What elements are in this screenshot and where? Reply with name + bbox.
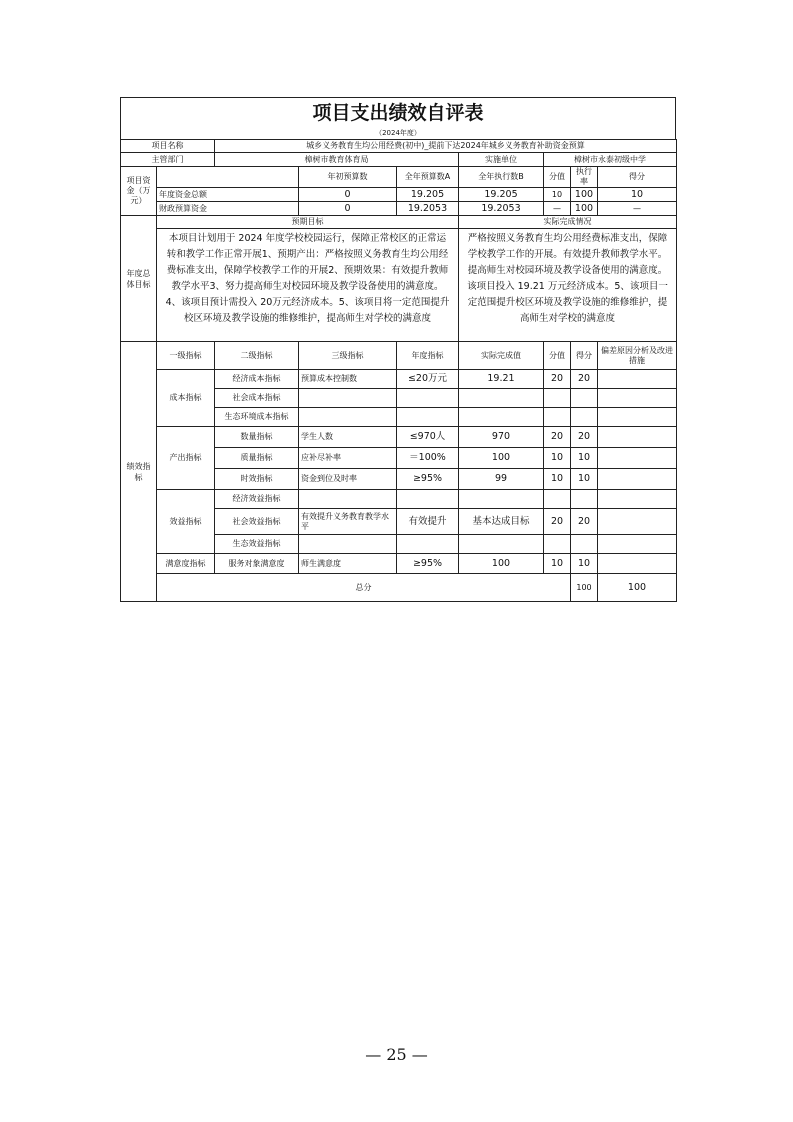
form-year: （2024年度） xyxy=(120,128,676,139)
level2-cell: 生态效益指标 xyxy=(215,535,299,554)
got-cell: 20 xyxy=(571,509,598,535)
actual-result-header: 实际完成情况 xyxy=(459,216,677,229)
score-cell: 20 xyxy=(544,509,571,535)
score-cell: 10 xyxy=(544,554,571,574)
actual-cell xyxy=(459,490,544,509)
form-title: 项目支出绩效自评表 xyxy=(120,97,676,128)
target-cell: 有效提升 xyxy=(397,509,459,535)
dept-value: 樟树市教育体育局 xyxy=(215,153,459,167)
funds-header-blank xyxy=(157,167,299,188)
actual-cell: 99 xyxy=(459,469,544,490)
got-cell xyxy=(571,535,598,554)
got-cell: 20 xyxy=(571,427,598,448)
level2-cell: 生态环境成本指标 xyxy=(215,408,299,427)
perf-header: 实际完成值 xyxy=(459,342,544,370)
target-cell: ≤20万元 xyxy=(397,370,459,389)
level3-cell: 预算成本控制数 xyxy=(299,370,397,389)
funds-cell: 100 xyxy=(571,202,598,216)
got-cell: 20 xyxy=(571,370,598,389)
level1-cell: 成本指标 xyxy=(157,370,215,427)
funds-header: 年初预算数 xyxy=(299,167,397,188)
funds-cell: — xyxy=(598,202,677,216)
performance-evaluation-form xyxy=(120,97,676,602)
got-cell: 10 xyxy=(571,448,598,469)
level3-cell xyxy=(299,408,397,427)
actual-cell: 100 xyxy=(459,554,544,574)
level3-cell xyxy=(299,490,397,509)
funds-cell: 0 xyxy=(299,202,397,216)
score-cell xyxy=(544,408,571,427)
target-cell: ＝100% xyxy=(397,448,459,469)
got-cell xyxy=(571,490,598,509)
funds-cell: 19.205 xyxy=(397,188,459,202)
funds-row-name: 年度资金总额 xyxy=(157,188,299,202)
impl-label: 实施单位 xyxy=(459,153,544,167)
funds-header: 全年执行数B xyxy=(459,167,544,188)
dept-label: 主管部门 xyxy=(121,153,215,167)
actual-cell xyxy=(459,535,544,554)
perf-header: 偏差原因分析及改进措施 xyxy=(598,342,677,370)
level3-cell xyxy=(299,535,397,554)
funds-cell: 10 xyxy=(598,188,677,202)
funds-cell: 0 xyxy=(299,188,397,202)
funds-header: 执行率 xyxy=(571,167,598,188)
actual-cell: 19.21 xyxy=(459,370,544,389)
perf-header: 二级指标 xyxy=(215,342,299,370)
level2-cell: 社会成本指标 xyxy=(215,389,299,408)
funds-cell: 10 xyxy=(544,188,571,202)
got-cell xyxy=(571,408,598,427)
score-cell: 20 xyxy=(544,370,571,389)
project-name-label: 项目名称 xyxy=(121,140,215,153)
impl-value: 樟树市永泰初级中学 xyxy=(544,153,677,167)
score-cell: 10 xyxy=(544,448,571,469)
target-cell xyxy=(397,408,459,427)
actual-cell: 基本达成目标 xyxy=(459,509,544,535)
perf-label: 绩效指标 xyxy=(121,342,157,602)
target-cell xyxy=(397,389,459,408)
level3-cell: 应补尽补率 xyxy=(299,448,397,469)
note-cell xyxy=(598,554,677,574)
score-cell xyxy=(544,389,571,408)
funds-header: 得分 xyxy=(598,167,677,188)
page-number: — 25 — xyxy=(365,1045,428,1064)
actual-cell: 100 xyxy=(459,448,544,469)
level2-cell: 时效指标 xyxy=(215,469,299,490)
funds-row-name: 财政预算资金 xyxy=(157,202,299,216)
actual-result-text: 严格按照义务教育生均公用经费标准支出，保障学校教学工作的开展。有效提升教师教学水平。提高师生对校园环境及教学设备使用的满意度。该项目投入 19.21 万元经济成本。5、该项目一定范围提升校区环境及教学设施的维修维护，提高师生对学校的满意度 xyxy=(459,229,677,342)
note-cell xyxy=(598,448,677,469)
perf-header: 分值 xyxy=(544,342,571,370)
note-cell xyxy=(598,509,677,535)
target-cell: ≤970人 xyxy=(397,427,459,448)
annual-goal-label: 年度总体目标 xyxy=(121,216,157,342)
expected-goal-text: 本项目计划用于 2024 年度学校校园运行，保障正常校区的正常运转和教学工作正常开展1、预期产出：严格按照义务教育生均公用经费标准支出，保障学校教学工作的开展2、预期效果：有效提升教师教学水平3、努力提高师生对校园环境及教学设备使用的满意度。4、该项目预计需投入 20万元经济成本。5、该项目将一定范围提升校区环境及教学设施的维修维护，提高师生对学校的满意度 xyxy=(157,229,459,342)
level2-cell: 服务对象满意度 xyxy=(215,554,299,574)
note-cell xyxy=(598,535,677,554)
funds-header: 分值 xyxy=(544,167,571,188)
funds-cell: 19.2053 xyxy=(459,202,544,216)
funds-cell: — xyxy=(544,202,571,216)
expected-goal-header: 预期目标 xyxy=(157,216,459,229)
level1-cell: 效益指标 xyxy=(157,490,215,554)
actual-cell xyxy=(459,389,544,408)
funds-cell: 19.2053 xyxy=(397,202,459,216)
target-cell: ≥95% xyxy=(397,554,459,574)
note-cell xyxy=(598,389,677,408)
perf-header: 得分 xyxy=(571,342,598,370)
got-cell: 10 xyxy=(571,469,598,490)
level3-cell: 学生人数 xyxy=(299,427,397,448)
evaluation-table xyxy=(120,139,677,602)
score-cell: 10 xyxy=(544,469,571,490)
level2-cell: 质量指标 xyxy=(215,448,299,469)
level2-cell: 社会效益指标 xyxy=(215,509,299,535)
level3-cell: 师生满意度 xyxy=(299,554,397,574)
score-cell xyxy=(544,490,571,509)
perf-header: 年度指标 xyxy=(397,342,459,370)
total-label: 总分 xyxy=(157,574,571,602)
level2-cell: 数量指标 xyxy=(215,427,299,448)
level2-cell: 经济效益指标 xyxy=(215,490,299,509)
perf-header: 一级指标 xyxy=(157,342,215,370)
note-cell xyxy=(598,490,677,509)
got-cell xyxy=(571,389,598,408)
target-cell: ≥95% xyxy=(397,469,459,490)
perf-header: 三级指标 xyxy=(299,342,397,370)
level3-cell xyxy=(299,389,397,408)
level2-cell: 经济成本指标 xyxy=(215,370,299,389)
funds-header: 全年预算数A xyxy=(397,167,459,188)
funds-cell: 19.205 xyxy=(459,188,544,202)
target-cell xyxy=(397,535,459,554)
funds-label: 项目资金（万元） xyxy=(121,167,157,216)
note-cell xyxy=(598,427,677,448)
note-cell xyxy=(598,370,677,389)
score-cell xyxy=(544,535,571,554)
actual-cell: 970 xyxy=(459,427,544,448)
actual-cell xyxy=(459,408,544,427)
level1-cell: 满意度指标 xyxy=(157,554,215,574)
funds-cell: 100 xyxy=(571,188,598,202)
project-name-value: 城乡义务教育生均公用经费(初中)_提前下达2024年城乡义务教育补助资金预算 xyxy=(215,140,677,153)
target-cell xyxy=(397,490,459,509)
score-cell: 20 xyxy=(544,427,571,448)
total-score: 100 xyxy=(571,574,598,602)
got-cell: 10 xyxy=(571,554,598,574)
note-cell xyxy=(598,408,677,427)
total-got: 100 xyxy=(598,574,677,602)
level1-cell: 产出指标 xyxy=(157,427,215,490)
note-cell xyxy=(598,469,677,490)
level3-cell: 有效提升义务教育教学水平 xyxy=(299,509,397,535)
level3-cell: 资金到位及时率 xyxy=(299,469,397,490)
